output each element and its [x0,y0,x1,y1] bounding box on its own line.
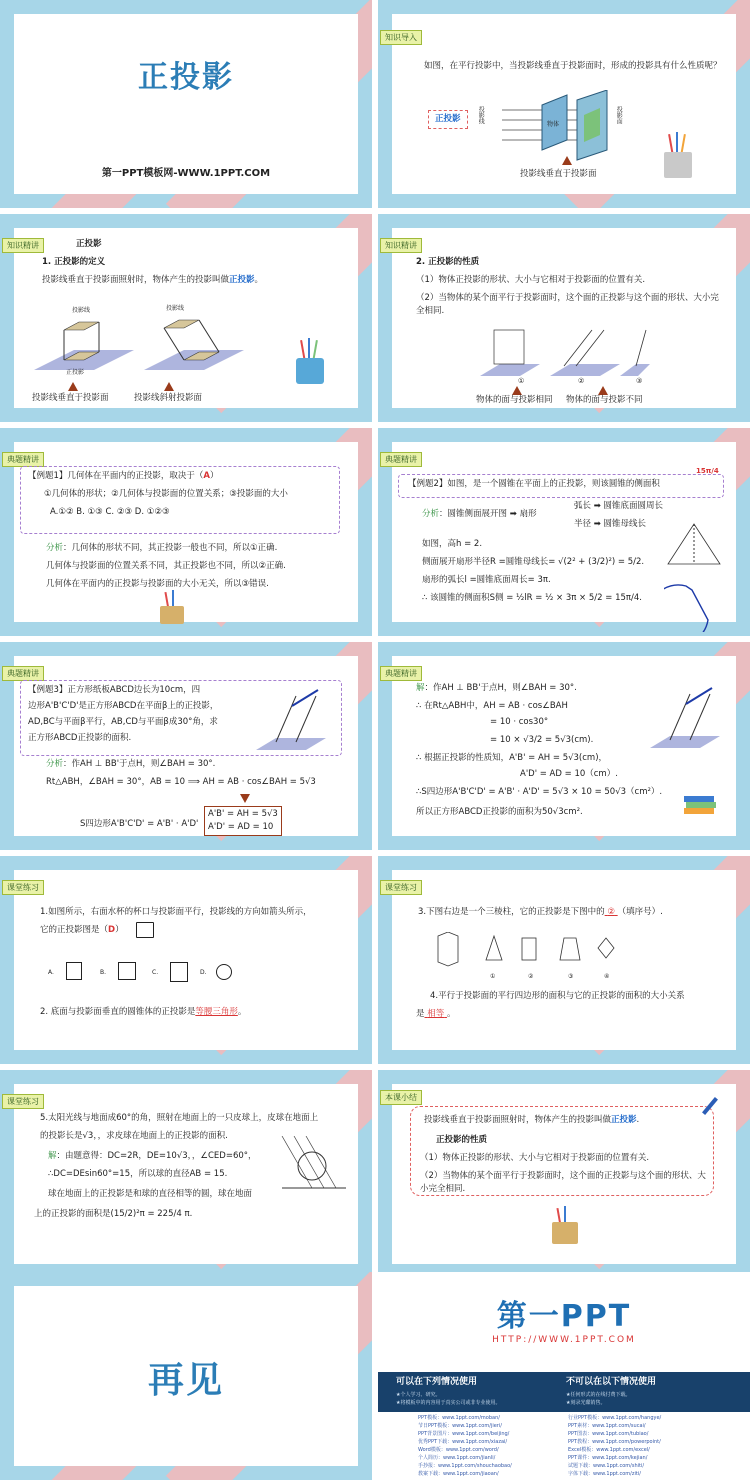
can-use-1: ★个人学习、研究。 [396,1392,441,1398]
solution-6: A'D' = AD = 10（cm）. [520,769,618,779]
option-c: C. [152,969,159,976]
question-line-2: ①几何体的形状；②几何体与投影面的位置关系；③投影面的大小 [44,489,288,499]
slide-2[interactable] [378,0,750,208]
line-1: 如图，高h = 2. [422,539,483,549]
solution-4: 上的正投影的面积是(15/2)²π = 225/4 π. [34,1209,193,1219]
solution-5: ∴ 根据正投影的性质知，A'B' = AH = 5√3(cm)， [416,753,608,763]
summary-line-4: （2）当物体的某个面平行于投影面时，这个面的正投影与这个面的形状、大小完全相同. [420,1171,706,1195]
ball-shadow-figure [272,1136,352,1196]
slide-14[interactable] [378,1272,750,1480]
links-area [378,1412,750,1480]
question-1-answer: 它的正投影图是（D） [40,925,124,935]
property-title: 2. 正投影的性质 [416,257,480,267]
solution-4: = 10 × √3/2 = 5√3(cm). [490,735,594,745]
flow-arc: 弧长 ➡ 圆锥底面圆周长 [574,501,664,511]
cone-figures [664,520,724,632]
question-1: 【例题3】正方形纸板ABCD边长为10cm，四 [28,685,201,695]
slide-body [14,1286,358,1466]
up-arrow-icon [562,156,572,165]
cannot-use-title: 不可以在以下情况使用 [566,1377,657,1387]
solution-3: 球在地面上的正投影是和球的直径相等的圆，球在地面 [48,1189,253,1199]
question-2: 边形A'B'C'D'是正方形ABCD在平面β上的正投影， [28,701,219,711]
slide-7[interactable] [0,642,372,850]
footer-link[interactable]: PPT背景图片：www.1ppt.com/beijing/ [418,1431,510,1437]
flow: 分析：圆锥侧面展开图 ➡ 扇形 [422,509,537,519]
footer-link[interactable]: 个人简历：www.1ppt.com/jianli/ [418,1455,496,1461]
footer-link[interactable]: 节日PPT模板：www.1ppt.com/jieri/ [418,1423,502,1429]
slide-8[interactable] [378,642,750,850]
num-1: ① [490,973,496,980]
caption-left: 投影线垂直于投影面 [32,393,109,403]
footer-link[interactable]: 试题下载：www.1ppt.com/shiti/ [568,1463,645,1469]
footer-link[interactable]: 优秀PPT下载：www.1ppt.com/xiazai/ [418,1439,508,1445]
slide-body [14,14,358,194]
question-3: AD,BC与平面β平行，AB,CD与平面β成30°角，求 [28,717,218,727]
label-plane: 投影面 [615,106,623,124]
footer-link[interactable]: 行业PPT模板：www.1ppt.com/hangye/ [568,1415,662,1421]
caption-right: 物体的面与投影不同 [566,395,643,405]
line-2: 侧面展开扇形半径R =圆锥母线长= √(2² + (3/2)²) = 5/2. [422,557,645,567]
option-a: A. [48,969,54,976]
section-tag: 本课小结 [380,1090,422,1105]
square-projection-figure [252,688,332,758]
label-plane: 正投影 [66,369,85,376]
brand-url: HTTP://WWW.1PPT.COM [492,1335,636,1345]
question-4: 正方形ABCD正投影的面积. [28,733,132,743]
footer-link[interactable]: 教案下载：www.1ppt.com/jiaoan/ [418,1471,499,1477]
footer-link[interactable]: PPT教程：www.1ppt.com/powerpoint/ [568,1439,661,1445]
up-arrow-icon [68,382,78,391]
projection-figures [34,310,274,390]
slide-body [385,656,736,836]
footer-link[interactable]: Excel模板：www.1ppt.com/excel/ [568,1447,650,1453]
question-2: 2. 底面与投影面垂直的圆锥体的正投影是等腰三角形。 [40,1007,247,1017]
slide-body [385,442,736,622]
slide-body [385,228,736,408]
section-tag: 典题精讲 [2,666,44,681]
footer-link[interactable]: PPT模板：www.1ppt.com/moban/ [418,1415,500,1421]
footer-link[interactable]: PPT图表：www.1ppt.com/tubiao/ [568,1431,649,1437]
question-3: 3.下图右边是一个三棱柱，它的正投影是下图中的 ② （填序号）. [418,907,663,917]
goodbye-title: 再见 [147,1360,224,1401]
slide-11[interactable] [0,1070,372,1278]
section-tag: 课堂练习 [2,880,44,895]
caption-right: 投影线斜射投影面 [134,393,203,403]
badge: 正投影 [428,110,468,129]
down-arrow-icon [240,794,250,803]
footer-link[interactable]: 手抄报：www.1ppt.com/shouchaobao/ [418,1463,512,1469]
label-1: ① [518,377,525,385]
summary-line-3: （1）物体正投影的形状、大小与它相对于投影面的位置有关. [420,1153,650,1163]
label-3: ③ [636,377,643,385]
slide-4[interactable] [378,214,750,422]
footer-link[interactable]: PPT素材：www.1ppt.com/sucai/ [568,1423,646,1429]
label-left: 投影线 [72,307,91,314]
num-2: ② [528,973,534,980]
brand-logo: 第一PPT [496,1299,632,1334]
num-4: ④ [604,973,610,980]
prism-options [434,932,634,972]
question-1: 1.如图所示，右面水杯的杯口与投影面平行，投影线的方向如箭头所示， [40,907,312,917]
slide-9[interactable] [0,856,372,1064]
up-arrow-icon [164,382,174,391]
slide-5[interactable] [0,428,372,636]
caption: 投影线垂直于投影面 [520,169,597,179]
definition-text: 投影线垂直于投影面照射时，物体产生的投影叫做正投影。 [42,275,264,285]
question-4-answer: 是 相等 。 [416,1009,456,1019]
question-line-1: 5.太阳光线与地面成60°的角，照射在地面上的一只皮球上，皮球在地面上 [40,1113,319,1123]
label-right: 投影线 [166,305,185,312]
solution-1: 解：由题意得：DC=2R，DE=10√3，，∠CED=60°， [48,1151,257,1161]
section-tag: 典题精讲 [380,666,422,681]
slide-body [385,1084,736,1264]
analysis-2: 几何体与投影面的位置关系不同，其正投影也不同，所以②正确. [46,561,286,571]
solution-1: 解：作AH ⊥ BB'于点H，则∠BAH = 30°. [416,683,577,693]
slide-body [7,442,358,622]
slide-6[interactable] [378,428,750,636]
definition-title: 1. 正投影的定义 [42,257,106,267]
caption-left: 物体的面与投影相同 [476,395,553,405]
section-tag: 典题精讲 [380,452,422,467]
summary-line-1: 投影线垂直于投影面照射时，物体产生的投影叫做正投影. [424,1115,640,1125]
label-2: ② [578,377,585,385]
line-3: 扇形的弧长l =圆锥底面周长= 3π. [422,575,551,585]
slide-3[interactable] [0,214,372,422]
question-line-1: 【例题1】几何体在平面内的正投影，取决于（A） [28,471,219,481]
slide-body [385,14,736,194]
section-tag: 知识导入 [380,30,422,45]
option-b: B. [100,969,107,976]
slide-title: 正投影 [138,60,234,95]
square-projection-figure [646,686,726,756]
cannot-use-2: ★刻录光碟销售。 [566,1400,606,1406]
result-box: A'B' = AH = 5√3 A'D' = AD = 10 [204,806,282,836]
section-tag: 知识精讲 [380,238,422,253]
analysis-2: Rt△ABH，∠BAH = 30°，AB = 10 ⟹ AH = AB · cos∠BAH = 5√3 [46,777,316,787]
option-d-shape [216,964,232,980]
section-tag: 知识精讲 [2,238,44,253]
solution-2: ∴DC=DEsin60°=15，所以球的直径AB = 15. [48,1169,228,1179]
num-3: ③ [568,973,574,980]
slide-subtitle: 第一PPT模板网-WWW.1PPT.COM [101,168,271,179]
question-4: 4.平行于投影面的平行四边形的面积与它的正投影的面积的大小关系 [430,991,685,1001]
label-lines: 投影线 [477,106,485,124]
heading: 正投影 [76,239,102,249]
flow-radius: 半径 ➡ 圆锥母线长 [574,519,647,529]
solution-2: ∴ 在Rt△ABH中，AH = AB · cos∠BAH [416,701,568,711]
question-line-2: 的投影长是√3，，求皮球在地面上的正投影的面积. [40,1131,228,1141]
slide-13[interactable] [0,1272,372,1480]
can-use-2: ★将模板中的内容用于真实公司或非专业使用。 [396,1400,501,1406]
label-object: 物体 [547,121,560,128]
line-4: ∴ 该圆锥的侧面积S侧 = ½lR = ½ × 3π × 5/2 = 15π/4. [422,593,642,603]
cannot-use-1: ★任何形式的在线付费下载。 [566,1392,631,1398]
slide-10[interactable] [378,856,750,1064]
solution-7: ∴S四边形A'B'C'D' = A'B' · A'D' = 5√3 × 10 = 50√3（cm²）. [416,787,663,797]
slide-1[interactable] [0,0,372,208]
links-right [568,1414,661,1478]
section-tag: 典题精讲 [2,452,44,467]
property-2: （2）当物体的某个面平行于投影面时，这个面的正投影与这个面的形状、大小完全相同. [416,293,719,317]
projection-diagram [492,90,652,170]
analysis-1: 分析：作AH ⊥ BB'于点H，则∠BAH = 30°. [46,759,216,769]
links-left [418,1414,512,1478]
option-d: D. [200,969,207,976]
slide-body [7,656,358,836]
question-text: 如图，在平行投影中，当投影线垂直于投影面时，形成的投影具有什么性质呢？ [424,61,722,71]
slide-body [385,870,736,1050]
slide-body [7,870,358,1050]
answer: 15π/4 [696,467,719,475]
analysis-3: 几何体在平面内的正投影与投影面的大小无关，所以③错误. [46,579,269,589]
question: 【例题2】如图，是一个圆锥在平面上的正投影，则该圆锥的侧面积 [408,479,660,489]
option-c-shape [170,962,188,982]
solution-3: = 10 · cos30° [490,717,549,727]
area-formula: S四边形A'B'C'D' = A'B' · A'D' [80,819,199,829]
footer-link[interactable]: PPT课件：www.1ppt.com/kejian/ [568,1455,648,1461]
section-tag: 课堂练习 [2,1094,44,1109]
summary-line-2: 正投影的性质 [436,1135,488,1145]
footer-link[interactable]: 字体下载：www.1ppt.com/ziti/ [568,1471,641,1477]
options: A.①② B. ①③ C. ②③ D. ①②③ [50,507,170,517]
slide-12[interactable] [378,1070,750,1278]
footer-link[interactable]: Word模板：www.1ppt.com/word/ [418,1447,499,1453]
prism-figures [480,326,660,386]
slide-body [7,228,358,408]
analysis-1: 分析：几何体的形状不同，其正投影一般也不同，所以①正确. [46,543,278,553]
option-a-shape [66,962,82,980]
option-b-shape [118,962,136,980]
section-tag: 课堂练习 [380,880,422,895]
slide-body [7,1084,358,1264]
solution-8: 所以正方形ABCD正投影的面积为50√3cm². [416,807,583,817]
cup-icon [136,922,154,938]
property-1: （1）物体正投影的形状、大小与它相对于投影面的位置有关. [416,275,646,285]
can-use-title: 可以在下列情况使用 [396,1377,478,1387]
usage-panel [378,1372,750,1480]
